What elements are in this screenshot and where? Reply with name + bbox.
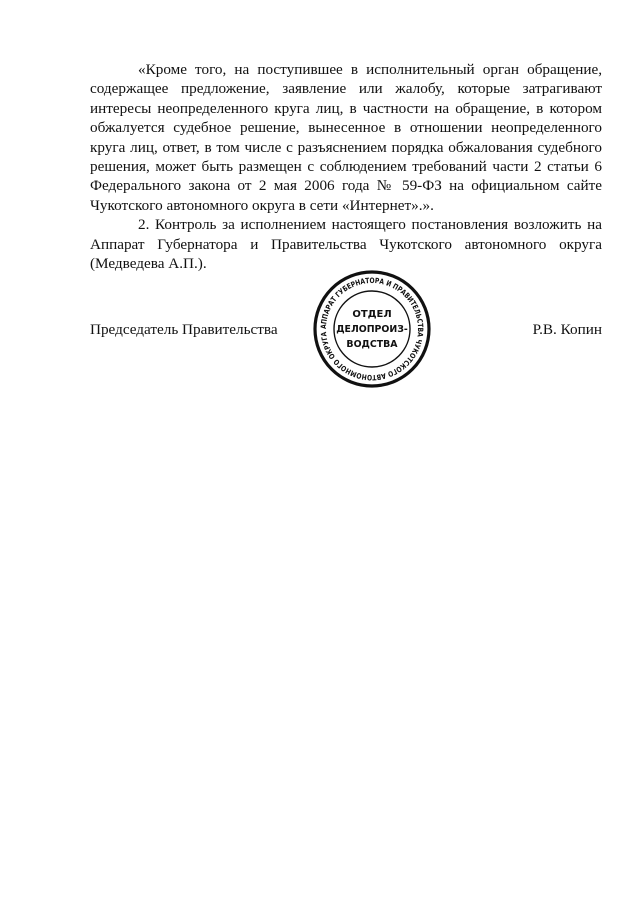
seal-center-line-1: ОТДЕЛ [352, 309, 392, 320]
seal-ring-text: АППАРАТ ГУБЕРНАТОРА И ПРАВИТЕЛЬСТВА ЧУКОТСКОГО АВТОНОМНОГО ОКРУГА [318, 275, 426, 383]
paragraph-control: 2. Контроль за исполнением настоящего постановления возложить на Аппарат Губернатора и Правительства Чукотского автономного округа (Медведева А.П.). [90, 216, 602, 273]
seal-center-line-2: ДЕЛОПРОИЗ- [336, 324, 408, 335]
seal-center-line-3: ВОДСТВА [346, 339, 398, 350]
paragraph-amendment: «Кроме того, на поступившее в исполнительный орган обращение, содержащее предложение, заявление или жалобу, которые затрагивают интересы неопределенного круга лиц, в частности на обращение, в котором обжалуется судебное решение, вынесенное в отношении неопределенного круга лиц, ответ, в том числе с разъяснением порядка обжалования судебного решения, может быть размещен с соблюдением требований части 2 статьи 6 Федерального закона от 2 мая 2006 года № 59-ФЗ на официальном сайте Чукотского автономного округа в сети «Интернет».». [90, 61, 602, 214]
signatory-name: Р.В. Копин [532, 321, 602, 338]
document-body [90, 60, 602, 273]
official-seal-stamp [312, 269, 432, 389]
signatory-position: Председатель Правительства [90, 321, 278, 338]
